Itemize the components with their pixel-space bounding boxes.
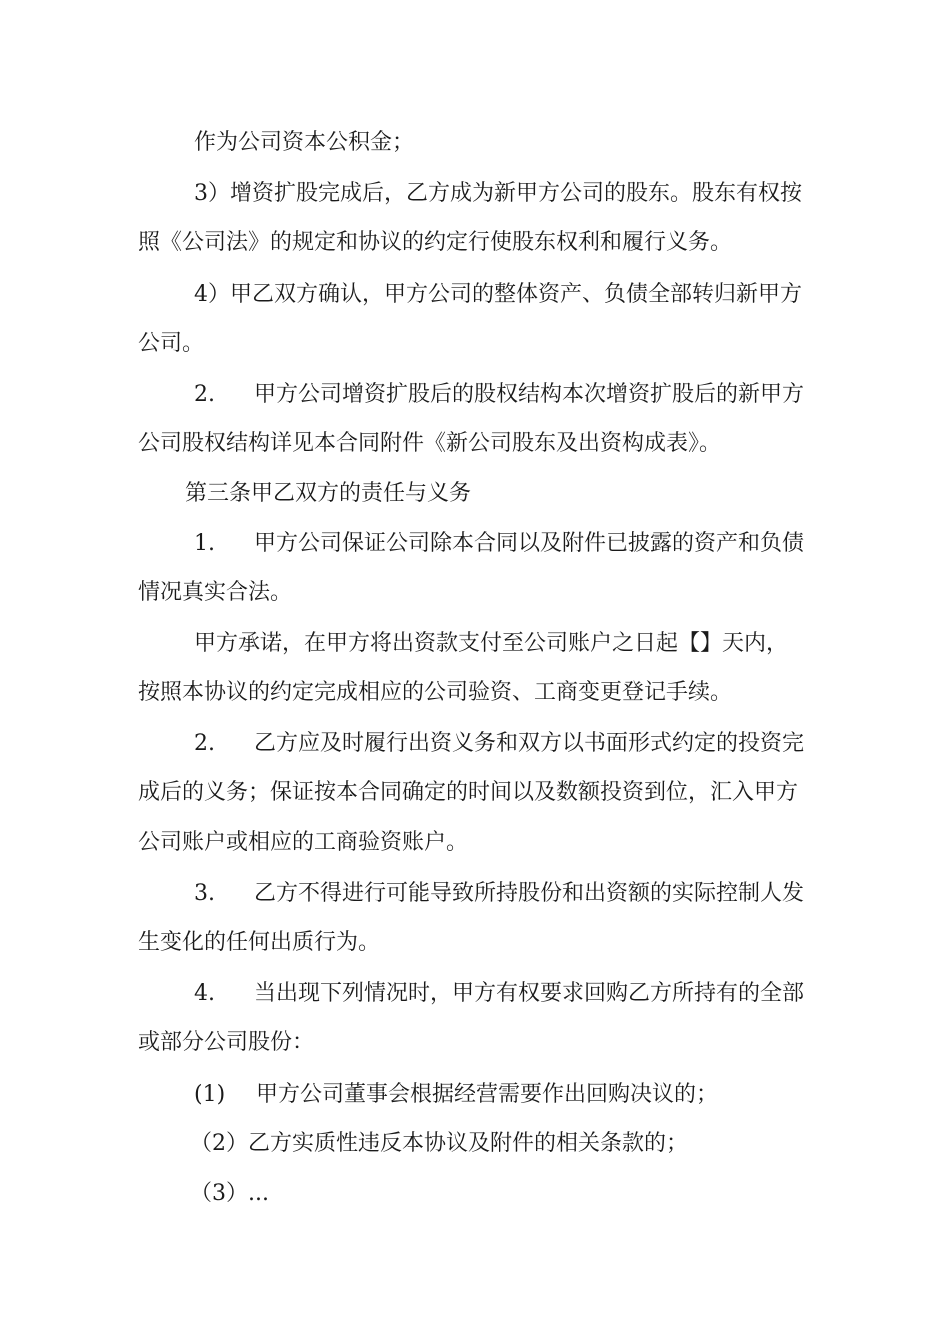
text-line: 或部分公司股份： xyxy=(138,1030,315,1055)
text-line: 公司。 xyxy=(138,331,205,356)
text-line xyxy=(194,1080,718,1110)
item-text: 甲方公司保证公司除本合同以及附件已披露的资产和负债 xyxy=(254,531,805,556)
item-text: 乙方应及时履行出资义务和双方以书面形式约定的投资完 xyxy=(254,731,805,756)
item-number: 1. xyxy=(194,531,215,556)
item-text: 乙方不得进行可能导致所持股份和出资额的实际控制人发 xyxy=(254,881,805,906)
item-text: 甲方公司董事会根据经营需要作出回购决议的； xyxy=(256,1082,719,1107)
text-line: 公司股权结构详见本合同附件《新公司股东及出资构成表》。 xyxy=(138,431,722,456)
item-text: 当出现下列情况时，甲方有权要求回购乙方所持有的全部 xyxy=(254,981,805,1006)
text-line: 按照本协议的约定完成相应的公司验资、工商变更登记手续。 xyxy=(138,680,733,705)
text-line: （3）... xyxy=(190,1181,269,1206)
text-line xyxy=(194,879,804,909)
item-number: 4. xyxy=(194,981,215,1006)
item-number: 2. xyxy=(194,731,215,756)
text-line: 照《公司法》的规定和协议的约定行使股东权利和履行义务。 xyxy=(138,230,733,255)
text-line xyxy=(194,979,804,1009)
item-number: 2. xyxy=(194,382,215,407)
text-line: 成后的义务；保证按本合同确定的时间以及数额投资到位，汇入甲方 xyxy=(138,780,799,805)
text-line: 3）增资扩股完成后，乙方成为新甲方公司的股东。股东有权按 xyxy=(194,181,802,206)
item-number: (1) xyxy=(194,1082,226,1107)
text-line xyxy=(194,529,804,559)
item-text: 甲方公司增资扩股后的股权结构本次增资扩股后的新甲方 xyxy=(254,382,805,407)
text-line: 公司账户或相应的工商验资账户。 xyxy=(138,830,469,855)
text-line: 甲方承诺，在甲方将出资款支付至公司账户之日起【】天内， xyxy=(194,631,789,656)
item-number: 3. xyxy=(194,881,215,906)
text-line xyxy=(194,729,804,759)
text-line: 情况真实合法。 xyxy=(138,580,293,605)
section-heading: 第三条甲乙双方的责任与义务 xyxy=(185,481,472,506)
text-line xyxy=(194,380,804,410)
text-line: 作为公司资本公积金； xyxy=(194,130,415,155)
text-line: 4）甲乙双方确认，甲方公司的整体资产、负债全部转归新甲方 xyxy=(194,282,802,307)
text-line: 生变化的任何出质行为。 xyxy=(138,930,381,955)
text-line: （2）乙方实质性违反本协议及附件的相关条款的； xyxy=(190,1131,688,1156)
